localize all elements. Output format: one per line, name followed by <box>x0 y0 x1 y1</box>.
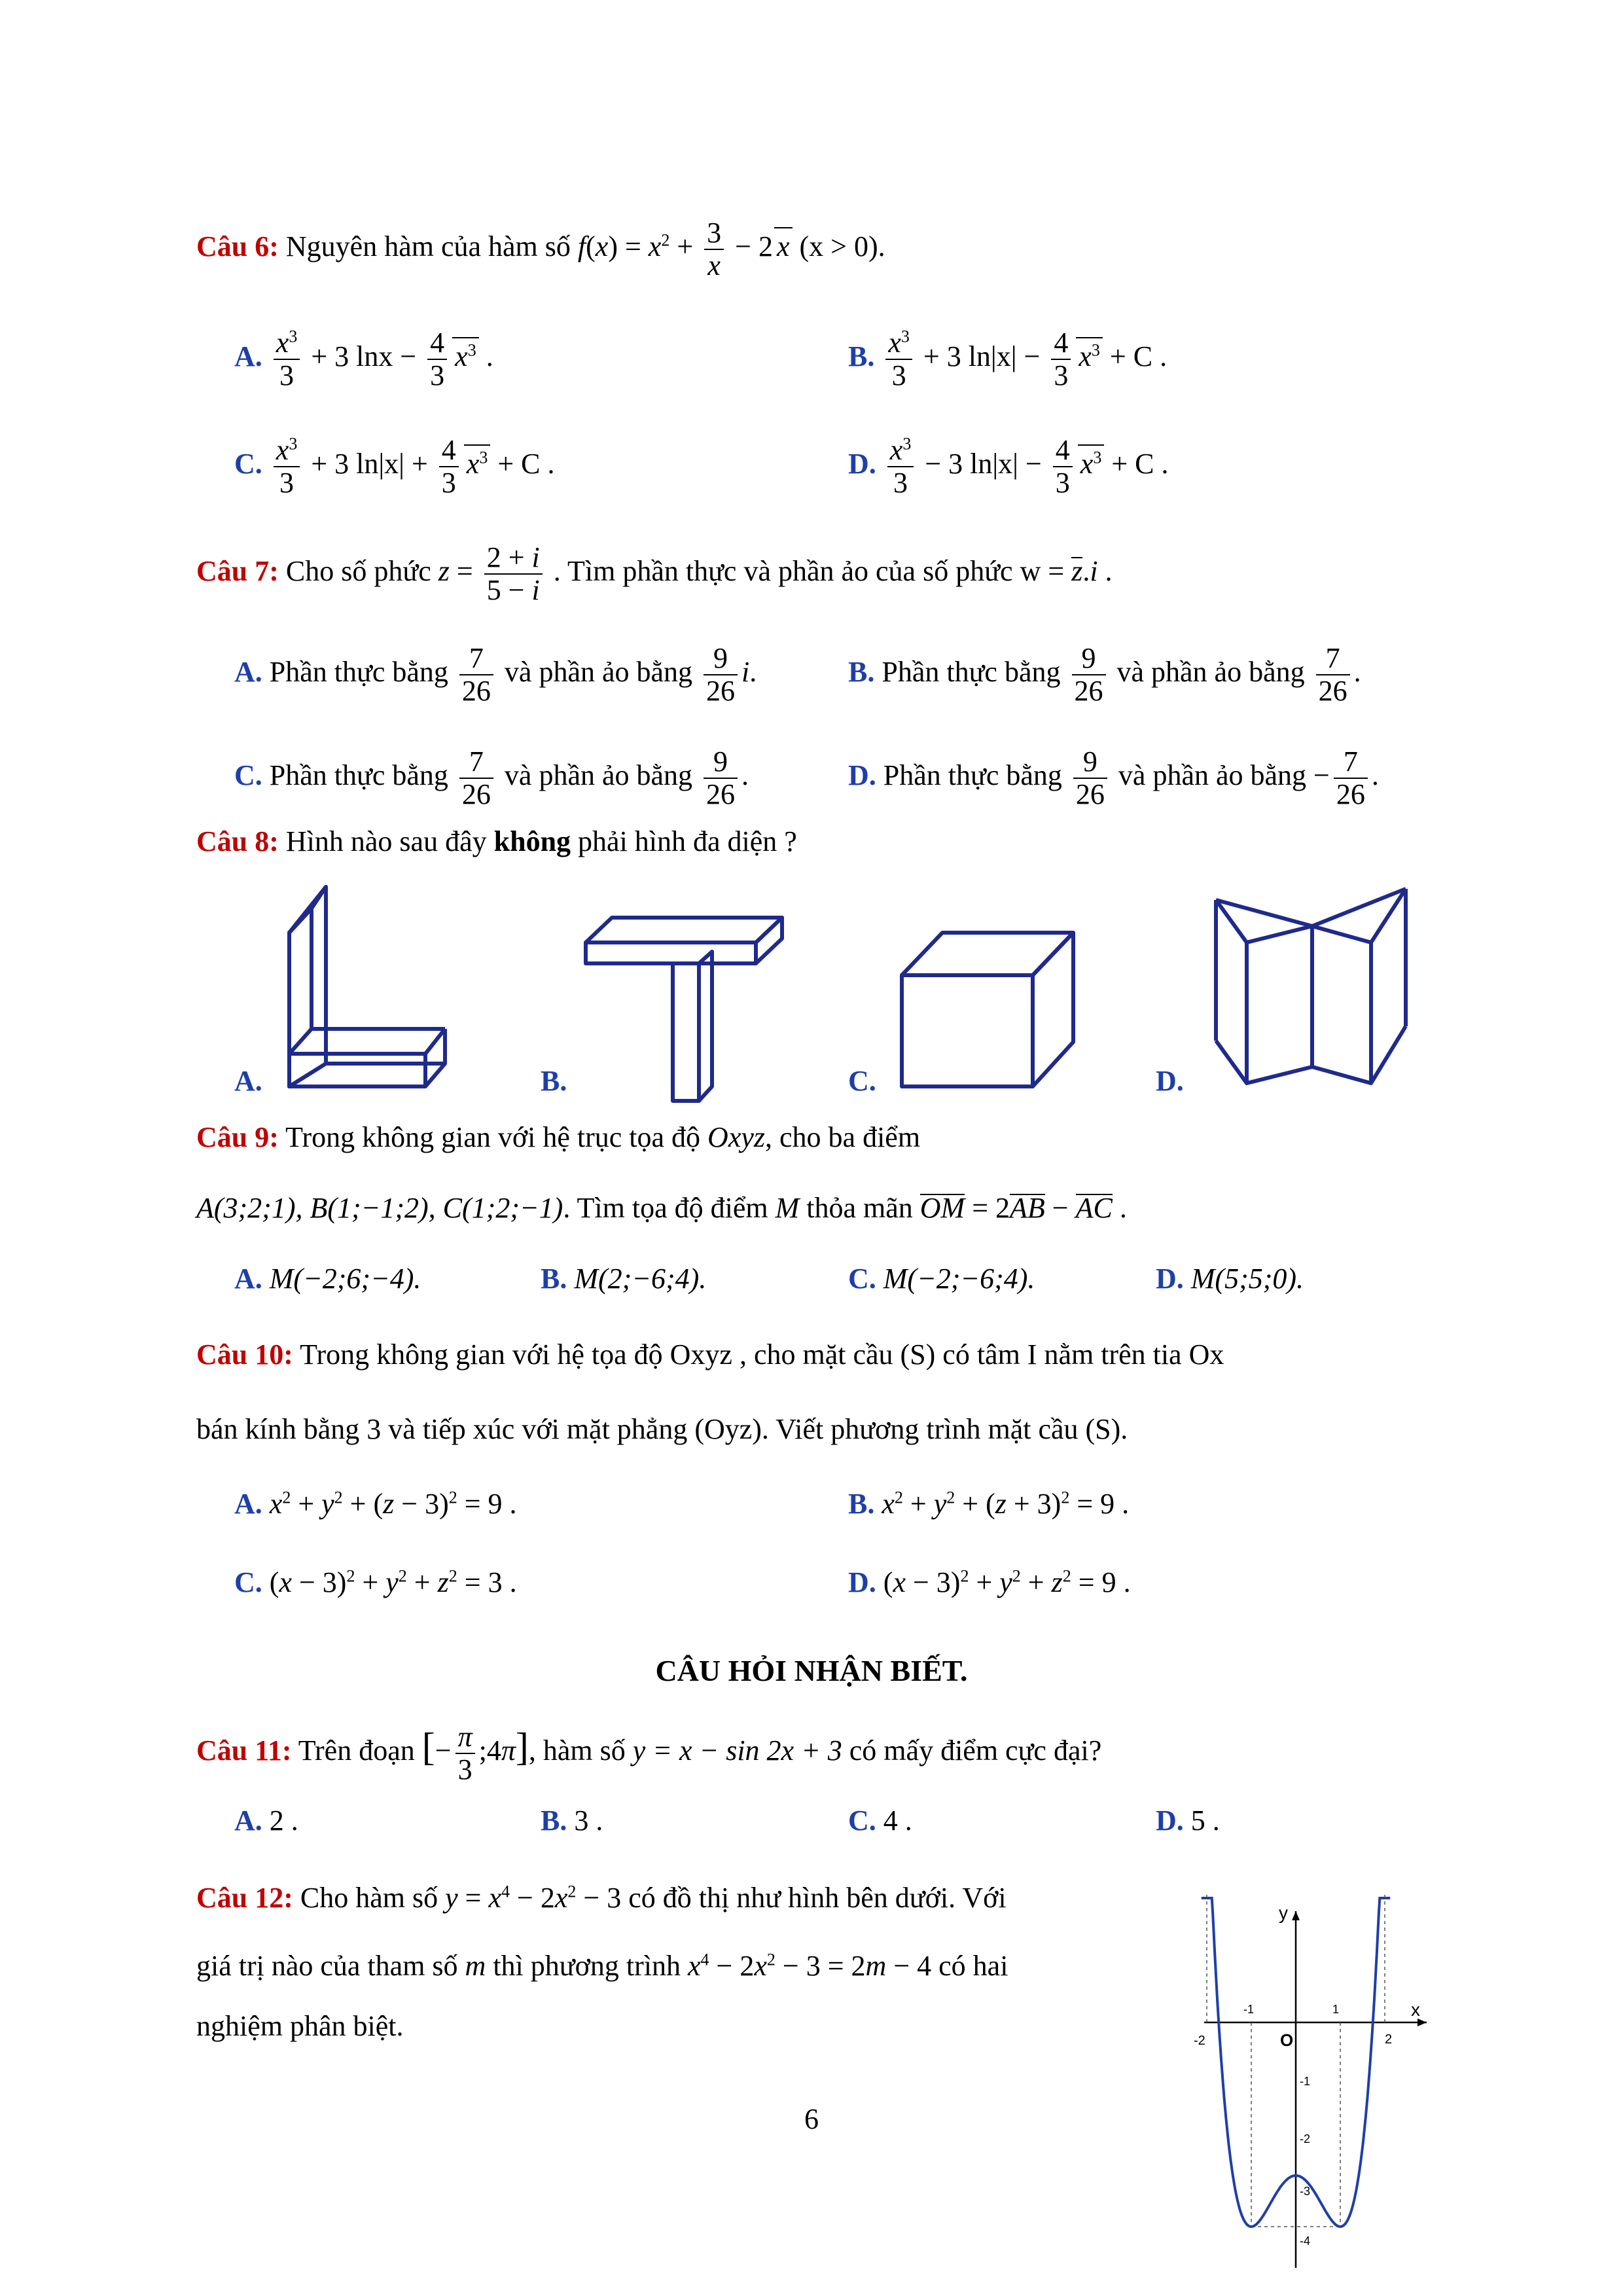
option-A[interactable]: A. Phần thực bằng $\frac{7}{26}$ và phần ảo bằng $\frac{9}{26}$ i. <box>234 642 757 707</box>
figure-folded-prism[interactable] <box>1216 889 1406 1083</box>
y-axis-arrow <box>1292 1911 1300 1920</box>
option-B[interactable]: B. 3 . <box>541 1804 603 1837</box>
origin-label: O <box>1280 2030 1294 2050</box>
figure-l-shape[interactable] <box>289 887 445 1086</box>
option-C[interactable]: C. $(x - 3)^2 + y^2 + z^2 = 3$ . <box>234 1566 517 1598</box>
question-label: Câu 10: <box>196 1338 293 1371</box>
y-tick-label: -1 <box>1300 2075 1311 2088</box>
figure-cube[interactable] <box>902 933 1073 1086</box>
section-heading: CÂU HỎI NHẬN BIẾT. <box>655 1654 968 1687</box>
option-B[interactable]: B. Phần thực bằng $\frac{9}{26}$ và phần ảo bằng $\frac{7}{26}$ . <box>848 642 1361 707</box>
question-label: Câu 6: <box>196 230 279 263</box>
option-A[interactable]: A. $\frac{x^3}{3}$ + 3 lnx − $\frac{4}{3}$ $x^3$ . <box>234 327 493 391</box>
y-tick-label: -4 <box>1300 2234 1311 2248</box>
quartic-graph <box>1178 1892 1440 2278</box>
question-label: Câu 12: <box>196 1882 293 1914</box>
question-8: Câu 8: Hình nào sau đây không phải hình đa diện ? <box>196 825 797 857</box>
question-12-line-2: giá trị nào của tham số m thì phương trình $x^4 - 2x^2 - 3 = 2m - 4$ có hai <box>196 1950 1008 1982</box>
question-9: Câu 9: Trong không gian với hệ trục tọa độ Oxyz, cho ba điểm <box>196 1121 921 1153</box>
option-D[interactable]: D. $(x - 3)^2 + y^2 + z^2 = 9$ . <box>848 1566 1131 1598</box>
question-11: Câu 11: Trên đoạn [− $\frac{\pi}{3}$ ;4π], hàm số y = x − sin 2x + 3 có mấy điểm cực đại? <box>196 1721 1102 1785</box>
option-A[interactable]: A. $x^2 + y^2 + (z - 3)^2 = 9$ . <box>234 1488 517 1520</box>
question-12: Câu 12: Cho hàm số $y = x^4 - 2x^2 - 3$ có đồ thị như hình bên dưới. Với <box>196 1882 1007 1914</box>
figure-label-c: C. <box>848 1065 876 1097</box>
x-axis-label: x <box>1411 2000 1420 2020</box>
figure-label-d: D. <box>1156 1065 1184 1097</box>
option-D[interactable]: D. Phần thực bằng $\frac{9}{26}$ và phần ảo bằng − $\frac{7}{26}$ . <box>848 745 1379 810</box>
option-B[interactable]: B. $\frac{x^3}{3}$ + 3 ln|x| − $\frac{4}{3}$ $x^3 + C$ . <box>848 327 1168 391</box>
question-stem: Nguyên hàm của hàm số <box>285 230 571 263</box>
x-tick-label: -2 <box>1194 2034 1205 2048</box>
figure-label-a: A. <box>234 1065 262 1097</box>
question-label: Câu 11: <box>196 1734 292 1767</box>
option-D[interactable]: D. $\frac{x^3}{3}$ − 3 ln|x| − $\frac{4}{3}$ $x^3 + C$ . <box>848 434 1169 499</box>
figure-t-shape[interactable] <box>586 918 782 1101</box>
question-label: Câu 8: <box>196 825 279 857</box>
y-tick-label: -3 <box>1300 2185 1311 2198</box>
option-D[interactable]: D. 5 . <box>1156 1804 1220 1837</box>
question-label: Câu 9: <box>196 1121 279 1153</box>
question-10-line-2: bán kính bằng 3 và tiếp xúc với mặt phẳng (Oyz). Viết phương trình mặt cầu (S). <box>196 1413 1128 1445</box>
y-axis-label: y <box>1279 1903 1288 1923</box>
question-9-line-2: A(3;2;1), B(1;−1;2), C(1;2;−1). Tìm tọa độ điểm M thỏa mãn OM = 2AB − AC . <box>196 1192 1127 1224</box>
x-tick-label: 2 <box>1385 2032 1393 2047</box>
figure-label-b: B. <box>541 1065 567 1097</box>
option-C[interactable]: C. $\frac{x^3}{3}$ + 3 ln|x| + $\frac{4}{3}$ $x^3 + C$ . <box>234 434 555 499</box>
option-A[interactable]: A. M(−2;6;−4). <box>234 1263 421 1295</box>
option-C[interactable]: C. Phần thực bằng $\frac{7}{26}$ và phần ảo bằng $\frac{9}{26}$ . <box>234 745 749 810</box>
option-A[interactable]: A. 2 . <box>234 1804 298 1837</box>
page-number: 6 <box>804 2103 819 2135</box>
question-6: Câu 6: Nguyên hàm của hàm số $f(x) = x^2$ + $\frac{3}{x}$ − 2 x (x > 0). <box>196 217 885 281</box>
x-tick-label: -1 <box>1243 2003 1255 2016</box>
question-10: Câu 10: Trong không gian với hệ tọa độ Oxyz , cho mặt cầu (S) có tâm I nằm trên tia Ox <box>196 1338 1224 1371</box>
question-12-line-3: nghiệm phân biệt. <box>196 2010 404 2042</box>
question-7: Câu 7: Cho số phức z = $\frac{2 + i}{5 - i}$ . Tìm phần thực và phần ảo của số phức w = z.i . <box>196 541 1113 606</box>
option-B[interactable]: B. $x^2 + y^2 + (z + 3)^2 = 9$ . <box>848 1488 1130 1520</box>
option-C[interactable]: C. 4 . <box>848 1804 912 1837</box>
question-label: Câu 7: <box>196 555 279 588</box>
option-D[interactable]: D. M(5;5;0). <box>1156 1263 1304 1295</box>
y-tick-label: -2 <box>1300 2132 1311 2145</box>
x-tick-label: 1 <box>1332 2003 1340 2016</box>
option-B[interactable]: B. M(2;−6;4). <box>541 1263 707 1295</box>
option-C[interactable]: C. M(−2;−6;4). <box>848 1263 1035 1295</box>
